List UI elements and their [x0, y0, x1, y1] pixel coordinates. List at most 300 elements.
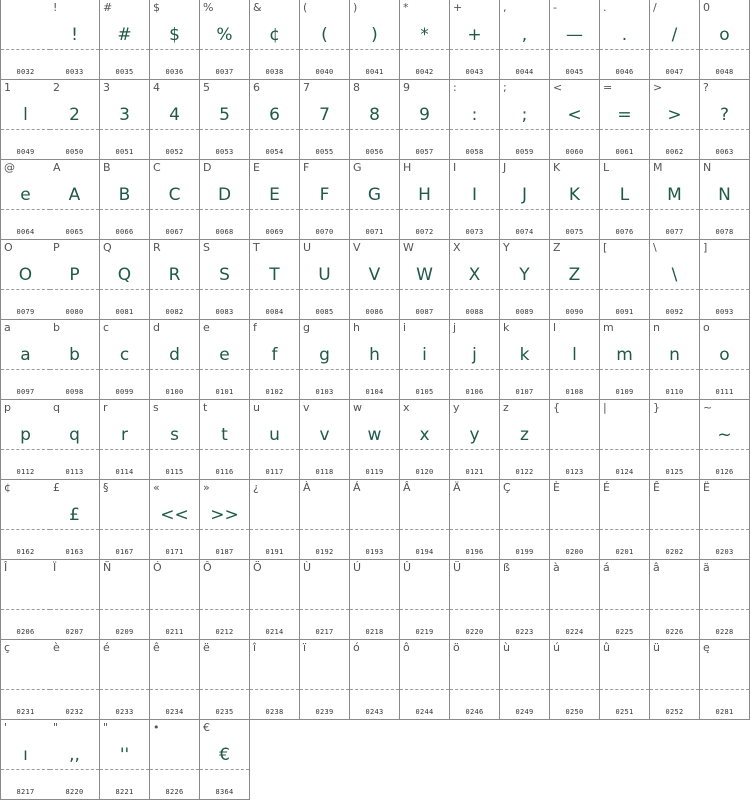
char-code: 0122 [515, 468, 534, 476]
baseline-divider [250, 529, 299, 530]
font-glyph: : [471, 105, 478, 125]
char-code: 0100 [165, 388, 184, 396]
font-glyph: o [719, 25, 730, 45]
font-glyph: '' [119, 745, 130, 765]
char-code: 0075 [565, 228, 584, 236]
char-code: 0083 [215, 308, 234, 316]
font-glyph: f [271, 345, 278, 365]
reference-character: Z [553, 241, 561, 254]
reference-character: ? [703, 81, 709, 94]
char-code: 8217 [16, 788, 35, 796]
glyph-cell [650, 320, 700, 400]
baseline-divider [300, 289, 349, 290]
font-glyph [100, 500, 149, 530]
baseline-divider [550, 689, 599, 690]
font-glyph: t [221, 425, 228, 445]
font-glyph: 6 [269, 105, 280, 125]
reference-character: h [353, 321, 360, 334]
char-code: 0219 [415, 628, 434, 636]
char-code: 0053 [215, 148, 234, 156]
glyph-cell [350, 480, 400, 560]
baseline-divider [150, 689, 199, 690]
baseline-divider [1, 209, 50, 210]
reference-character: ú [553, 641, 560, 654]
char-code: 0125 [665, 468, 684, 476]
baseline-divider [350, 369, 399, 370]
baseline-divider [50, 609, 99, 610]
char-code: 0101 [215, 388, 234, 396]
baseline-divider [500, 609, 549, 610]
glyph-cell [50, 560, 100, 640]
font-glyph [100, 660, 149, 690]
glyph-cell [50, 720, 100, 800]
reference-character: d [153, 321, 160, 334]
char-code: 0209 [115, 628, 134, 636]
glyph-cell [650, 0, 700, 80]
baseline-divider [250, 209, 299, 210]
char-code: 0089 [515, 308, 534, 316]
font-glyph: / [671, 25, 678, 45]
font-glyph: F [319, 185, 330, 205]
glyph-cell [200, 0, 250, 80]
baseline-divider [400, 369, 449, 370]
baseline-divider [700, 449, 749, 450]
font-glyph [500, 500, 549, 530]
font-glyph: c [119, 345, 130, 365]
font-glyph [700, 260, 749, 290]
reference-character: ; [503, 81, 507, 94]
glyph-cell [50, 320, 100, 400]
glyph-cell [200, 400, 250, 480]
font-glyph: n [669, 345, 680, 365]
font-glyph [100, 580, 149, 610]
baseline-divider [1, 769, 50, 770]
baseline-divider [100, 209, 149, 210]
char-code: 0203 [715, 548, 734, 556]
glyph-cell [700, 320, 750, 400]
reference-character: w [353, 401, 362, 414]
baseline-divider [50, 49, 99, 50]
char-code: 0200 [565, 548, 584, 556]
font-glyph: U [318, 265, 331, 285]
reference-character: î [253, 641, 257, 654]
reference-character: 5 [203, 81, 210, 94]
char-code: 0118 [315, 468, 334, 476]
font-glyph: k [519, 345, 530, 365]
font-glyph [550, 500, 599, 530]
reference-character: + [453, 1, 463, 14]
baseline-divider [700, 529, 749, 530]
font-glyph [250, 660, 299, 690]
reference-character: / [653, 1, 657, 14]
glyph-cell [300, 640, 350, 720]
baseline-divider [500, 529, 549, 530]
glyph-cell [350, 320, 400, 400]
glyph-cell [100, 160, 150, 240]
char-code: 0191 [265, 548, 284, 556]
glyph-cell [150, 640, 200, 720]
baseline-divider [250, 129, 299, 130]
glyph-cell [250, 320, 300, 400]
reference-character: ! [53, 1, 58, 14]
font-glyph: £ [69, 505, 80, 525]
reference-character: € [203, 721, 210, 734]
baseline-divider [250, 689, 299, 690]
baseline-divider [1, 529, 50, 530]
glyph-cell [200, 560, 250, 640]
baseline-divider [500, 289, 549, 290]
glyph-cell [250, 480, 300, 560]
font-glyph: G [367, 185, 382, 205]
baseline-divider [100, 49, 149, 50]
char-code: 0069 [265, 228, 284, 236]
glyph-cell [150, 80, 200, 160]
baseline-divider [450, 529, 499, 530]
glyph-cell [350, 80, 400, 160]
glyph-cell [0, 320, 51, 400]
glyph-cell [0, 400, 51, 480]
font-glyph: w [367, 425, 382, 445]
font-glyph: l [572, 345, 577, 365]
reference-character: > [653, 81, 663, 94]
reference-character: u [253, 401, 260, 414]
font-glyph: o [719, 345, 730, 365]
char-code: 0218 [365, 628, 384, 636]
baseline-divider [700, 369, 749, 370]
font-glyph [650, 660, 699, 690]
char-code: 0196 [465, 548, 484, 556]
glyph-cell [350, 640, 400, 720]
reference-character: } [653, 401, 660, 414]
glyph-cell [700, 480, 750, 560]
baseline-divider [550, 129, 599, 130]
glyph-cell [150, 0, 200, 80]
glyph-cell [550, 560, 600, 640]
font-glyph [450, 660, 499, 690]
char-code: 0058 [465, 148, 484, 156]
glyph-cell [0, 720, 51, 800]
baseline-divider [650, 49, 699, 50]
char-code: 0032 [16, 68, 35, 76]
font-glyph: 2 [69, 105, 80, 125]
baseline-divider [400, 49, 449, 50]
baseline-divider [700, 689, 749, 690]
char-code: 0057 [415, 148, 434, 156]
reference-character: . [603, 1, 607, 14]
reference-character: | [603, 401, 607, 414]
reference-character: s [153, 401, 159, 414]
glyph-cell [450, 160, 500, 240]
char-code: 0220 [465, 628, 484, 636]
font-glyph [650, 420, 699, 450]
baseline-divider [500, 129, 549, 130]
font-glyph: C [168, 185, 181, 205]
glyph-cell [50, 640, 100, 720]
baseline-divider [350, 129, 399, 130]
char-code: 0106 [465, 388, 484, 396]
font-glyph: a [20, 345, 31, 365]
reference-character: k [503, 321, 510, 334]
font-glyph: s [170, 425, 179, 445]
baseline-divider [650, 289, 699, 290]
char-code: 0235 [215, 708, 234, 716]
baseline-divider [50, 689, 99, 690]
glyph-cell [50, 160, 100, 240]
char-code: 0162 [16, 548, 35, 556]
font-glyph: * [420, 25, 429, 45]
reference-character: Â [403, 481, 411, 494]
char-code: 0193 [365, 548, 384, 556]
char-code: 0051 [115, 148, 134, 156]
font-glyph: ; [521, 105, 528, 125]
reference-character: K [553, 161, 561, 174]
char-code: 0246 [465, 708, 484, 716]
baseline-divider [1, 369, 50, 370]
font-glyph: e [219, 345, 230, 365]
font-glyph [150, 580, 199, 610]
baseline-divider [450, 209, 499, 210]
reference-character: [ [603, 241, 608, 254]
baseline-divider [200, 49, 249, 50]
char-code: 0048 [715, 68, 734, 76]
char-code: 0225 [615, 628, 634, 636]
font-glyph [1, 660, 50, 690]
font-glyph [600, 260, 649, 290]
glyph-cell [250, 240, 300, 320]
baseline-divider [150, 369, 199, 370]
baseline-divider [100, 129, 149, 130]
baseline-divider [450, 449, 499, 450]
glyph-cell [700, 160, 750, 240]
glyph-cell [200, 240, 250, 320]
baseline-divider [250, 289, 299, 290]
glyph-cell [450, 640, 500, 720]
reference-character: t [203, 401, 208, 414]
char-code: 0038 [265, 68, 284, 76]
baseline-divider [650, 689, 699, 690]
reference-character: j [453, 321, 457, 334]
reference-character: @ [4, 161, 15, 174]
font-glyph: N [718, 185, 731, 205]
font-glyph [150, 660, 199, 690]
char-code: 0091 [615, 308, 634, 316]
glyph-cell [450, 240, 500, 320]
glyph-cell [650, 160, 700, 240]
baseline-divider [650, 449, 699, 450]
reference-character: U [303, 241, 312, 254]
char-code: 0119 [365, 468, 384, 476]
char-code: 0171 [165, 548, 184, 556]
font-glyph [700, 660, 749, 690]
char-code: 0102 [265, 388, 284, 396]
char-code: 0043 [465, 68, 484, 76]
baseline-divider [450, 609, 499, 610]
reference-character: Y [503, 241, 510, 254]
reference-character: È [553, 481, 560, 494]
char-code: 0088 [465, 308, 484, 316]
glyph-cell [50, 480, 100, 560]
reference-character: Î [4, 561, 8, 574]
baseline-divider [500, 49, 549, 50]
baseline-divider [100, 529, 149, 530]
baseline-divider [100, 449, 149, 450]
char-code: 0086 [365, 308, 384, 316]
char-code: 0281 [715, 708, 734, 716]
reference-character: é [103, 641, 110, 654]
glyph-cell [150, 560, 200, 640]
font-glyph: ı [23, 745, 28, 765]
char-code: 0059 [515, 148, 534, 156]
font-glyph: R [168, 265, 181, 285]
reference-character: H [403, 161, 412, 174]
char-code: 0076 [615, 228, 634, 236]
reference-character: g [303, 321, 310, 334]
glyph-cell [400, 320, 450, 400]
char-code: 0050 [65, 148, 84, 156]
baseline-divider [550, 529, 599, 530]
glyph-cell [50, 400, 100, 480]
reference-character: L [603, 161, 610, 174]
font-glyph: l [23, 105, 28, 125]
glyph-cell [500, 80, 550, 160]
glyph-cell [150, 400, 200, 480]
glyph-cell [100, 0, 150, 80]
glyph-cell [550, 0, 600, 80]
font-glyph: B [118, 185, 131, 205]
char-code: 0124 [615, 468, 634, 476]
font-glyph: x [419, 425, 430, 445]
reference-character: è [53, 641, 60, 654]
char-code: 0214 [265, 628, 284, 636]
glyph-cell [100, 720, 150, 800]
font-glyph: p [20, 425, 31, 445]
char-code: 0244 [415, 708, 434, 716]
glyph-cell [350, 160, 400, 240]
glyph-cell [450, 480, 500, 560]
char-code: 0199 [515, 548, 534, 556]
reference-character: e [203, 321, 210, 334]
font-glyph: L [619, 185, 630, 205]
font-glyph [400, 660, 449, 690]
reference-character: ë [203, 641, 210, 654]
baseline-divider [50, 209, 99, 210]
glyph-cell [600, 240, 650, 320]
baseline-divider [450, 289, 499, 290]
char-code: 0243 [365, 708, 384, 716]
glyph-cell [450, 0, 500, 80]
char-code: 0052 [165, 148, 184, 156]
reference-character: # [103, 1, 113, 14]
baseline-divider [500, 689, 549, 690]
reference-character: ] [703, 241, 708, 254]
reference-character: â [653, 561, 660, 574]
glyph-cell [0, 80, 51, 160]
baseline-divider [350, 209, 399, 210]
font-glyph: % [216, 25, 233, 45]
glyph-cell [100, 640, 150, 720]
font-glyph: P [69, 265, 80, 285]
font-glyph: i [422, 345, 427, 365]
baseline-divider [600, 689, 649, 690]
baseline-divider [300, 129, 349, 130]
baseline-divider [350, 689, 399, 690]
char-code: 0103 [315, 388, 334, 396]
glyph-cell [650, 560, 700, 640]
baseline-divider [600, 49, 649, 50]
reference-character: , [503, 1, 507, 14]
font-glyph [600, 420, 649, 450]
glyph-cell [650, 80, 700, 160]
char-code: 0093 [715, 308, 734, 316]
char-code: 0114 [115, 468, 134, 476]
glyph-cell [550, 480, 600, 560]
reference-character: y [453, 401, 460, 414]
glyph-cell [0, 160, 51, 240]
char-code: 0033 [65, 68, 84, 76]
char-code: 0211 [165, 628, 184, 636]
reference-character: ß [503, 561, 510, 574]
baseline-divider [50, 769, 99, 770]
reference-character: Q [103, 241, 112, 254]
baseline-divider [700, 129, 749, 130]
char-code: 0044 [515, 68, 534, 76]
reference-character: P [53, 241, 60, 254]
char-code: 0040 [315, 68, 334, 76]
char-code: 0108 [565, 388, 584, 396]
reference-character: » [203, 481, 210, 494]
font-glyph [1, 580, 50, 610]
baseline-divider [50, 289, 99, 290]
glyph-cell [300, 320, 350, 400]
baseline-divider [150, 449, 199, 450]
char-code: 0187 [215, 548, 234, 556]
reference-character: $ [153, 1, 160, 14]
font-glyph [300, 500, 349, 530]
glyph-cell [250, 0, 300, 80]
font-glyph [650, 500, 699, 530]
reference-character: c [103, 321, 110, 334]
font-glyph: O [18, 265, 33, 285]
glyph-cell [400, 160, 450, 240]
baseline-divider [600, 609, 649, 610]
glyph-cell [150, 480, 200, 560]
baseline-divider [600, 129, 649, 130]
glyph-cell [600, 320, 650, 400]
font-glyph: << [160, 505, 189, 525]
baseline-divider [200, 129, 249, 130]
reference-character: b [53, 321, 60, 334]
char-code: 0073 [465, 228, 484, 236]
font-glyph: — [566, 25, 583, 45]
baseline-divider [600, 529, 649, 530]
reference-character: Ü [453, 561, 462, 574]
glyph-cell [350, 400, 400, 480]
font-glyph [350, 580, 399, 610]
glyph-cell [50, 80, 100, 160]
reference-character: Ô [203, 561, 212, 574]
char-code: 0082 [165, 308, 184, 316]
font-glyph: 9 [419, 105, 430, 125]
baseline-divider [450, 49, 499, 50]
font-glyph: K [568, 185, 581, 205]
font-glyph: A [68, 185, 81, 205]
char-code: 0068 [215, 228, 234, 236]
baseline-divider [1, 609, 50, 610]
char-code: 0239 [315, 708, 334, 716]
reference-character: Ù [303, 561, 312, 574]
reference-character: v [303, 401, 310, 414]
glyph-cell [700, 560, 750, 640]
